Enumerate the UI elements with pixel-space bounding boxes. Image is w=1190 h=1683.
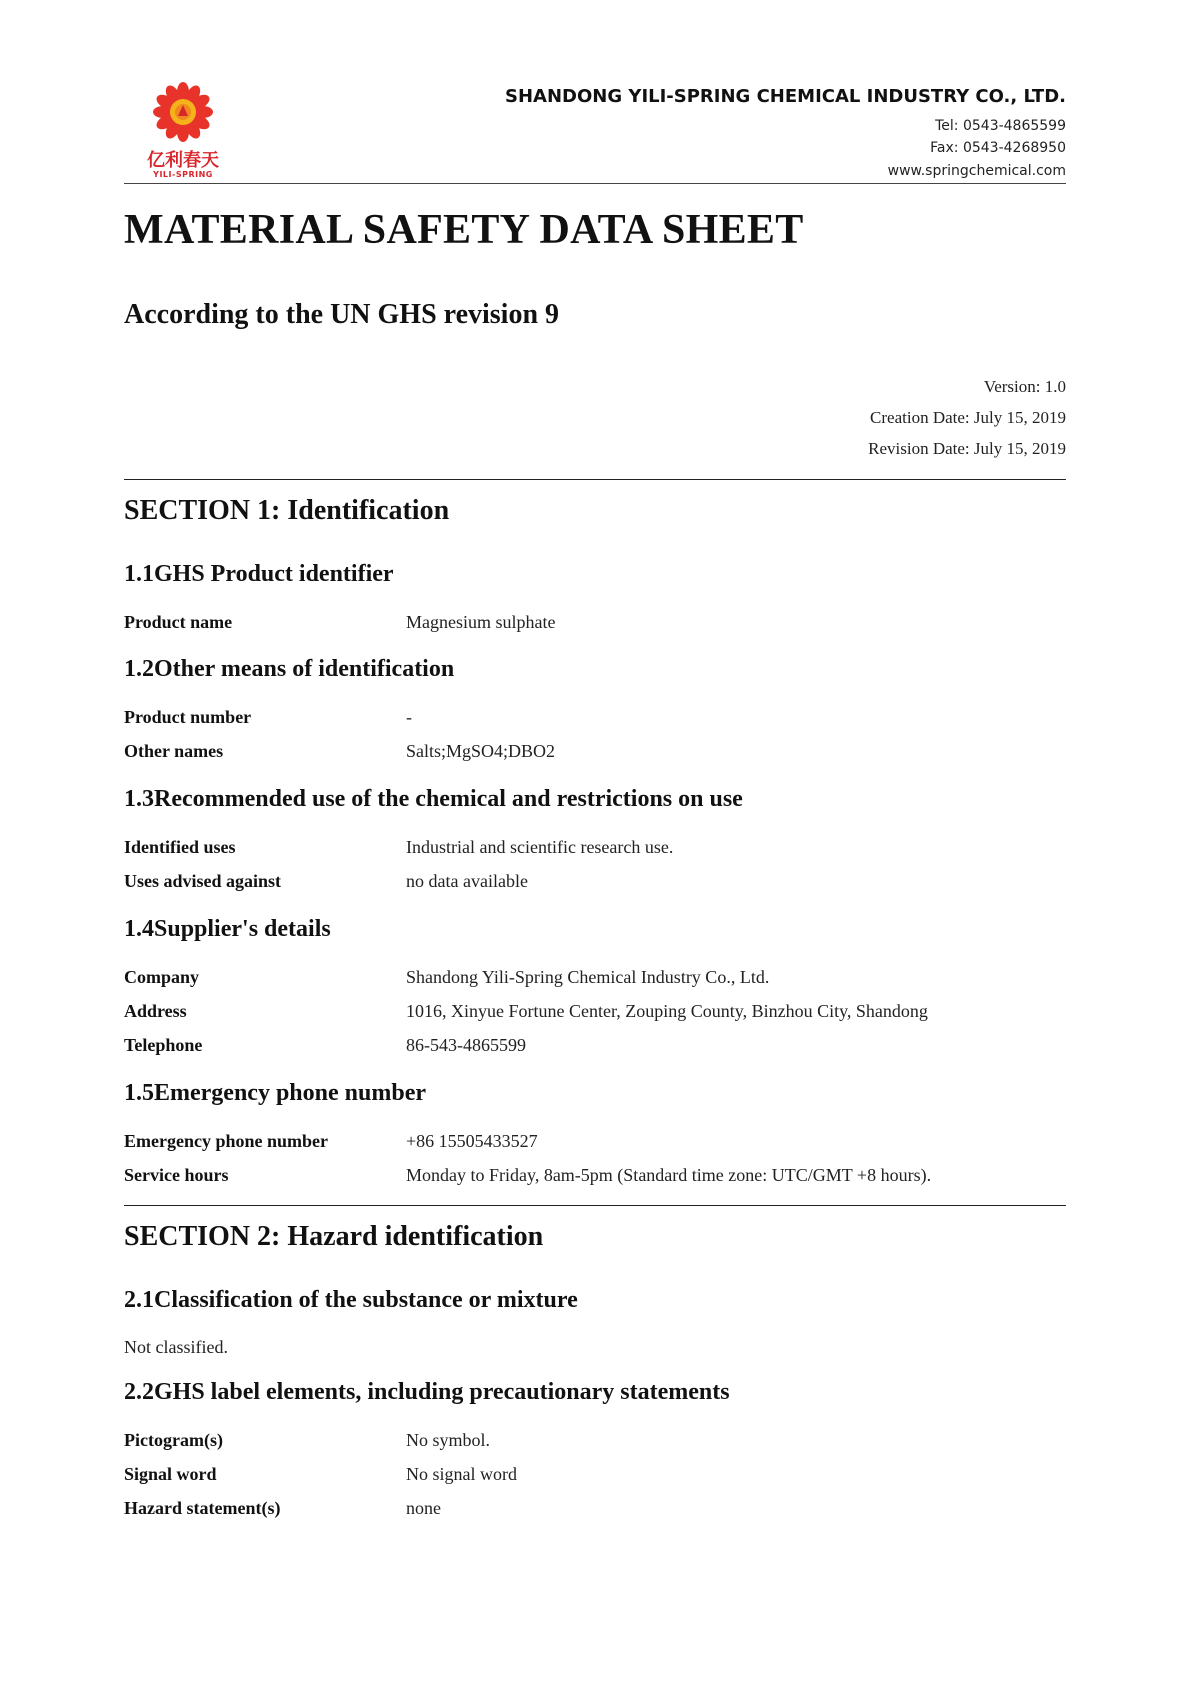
company-fax: Fax: 0543-4268950 bbox=[930, 140, 1066, 156]
section-1-title: SECTION 1: Identification bbox=[124, 495, 450, 526]
field-label: Uses advised against bbox=[124, 871, 282, 891]
field-value: No signal word bbox=[406, 1464, 517, 1484]
field-value: Monday to Friday, 8am-5pm (Standard time zone: UTC/GMT +8 hours). bbox=[406, 1165, 932, 1185]
company-tel: Tel: 0543-4865599 bbox=[935, 118, 1066, 134]
field-label: Emergency phone number bbox=[124, 1131, 328, 1151]
field-value: Magnesium sulphate bbox=[406, 612, 556, 632]
logo-english-text: YILI-SPRING bbox=[153, 170, 213, 179]
subsection-1-1-title: 1.1GHS Product identifier bbox=[124, 561, 394, 587]
field-label: Identified uses bbox=[124, 837, 236, 857]
field-label: Pictogram(s) bbox=[124, 1430, 223, 1450]
subsection-1-4-title: 1.4Supplier's details bbox=[124, 916, 331, 942]
field-label: Other names bbox=[124, 741, 224, 761]
field-label: Service hours bbox=[124, 1165, 229, 1185]
msds-page bbox=[124, 0, 1066, 1683]
field-value: No symbol. bbox=[406, 1430, 491, 1450]
field-label: Product number bbox=[124, 707, 252, 727]
field-value: Industrial and scientific research use. bbox=[406, 837, 674, 857]
field-value: Shandong Yili-Spring Chemical Industry Co., Ltd. bbox=[406, 967, 770, 987]
field-label: Company bbox=[124, 967, 200, 987]
subsection-1-2-title: 1.2Other means of identification bbox=[124, 656, 455, 682]
field-value: - bbox=[406, 707, 412, 727]
document-subtitle: According to the UN GHS revision 9 bbox=[124, 299, 560, 330]
subsection-1-3-title: 1.3Recommended use of the chemical and restrictions on use bbox=[124, 786, 743, 812]
company-website: www.springchemical.com bbox=[887, 163, 1066, 179]
field-value: none bbox=[406, 1498, 441, 1518]
field-value: 86-543-4865599 bbox=[406, 1035, 526, 1055]
subsection-2-2-title: 2.2GHS label elements, including precautionary statements bbox=[124, 1379, 730, 1405]
section-2-title: SECTION 2: Hazard identification bbox=[124, 1221, 544, 1252]
revision-date: Revision Date: July 15, 2019 bbox=[868, 439, 1066, 458]
subsection-2-1-title: 2.1Classification of the substance or mixture bbox=[124, 1287, 578, 1313]
field-value: +86 15505433527 bbox=[406, 1131, 538, 1151]
section-divider bbox=[124, 1205, 1066, 1206]
company-logo bbox=[138, 80, 228, 184]
creation-date: Creation Date: July 15, 2019 bbox=[870, 408, 1066, 427]
field-label: Product name bbox=[124, 612, 233, 632]
field-label: Signal word bbox=[124, 1464, 217, 1484]
classification-text: Not classified. bbox=[124, 1337, 228, 1357]
version: Version: 1.0 bbox=[983, 377, 1066, 396]
header-divider bbox=[124, 183, 1066, 184]
logo-chinese-text: 亿利春天 bbox=[147, 150, 219, 171]
section-divider bbox=[124, 479, 1066, 480]
field-label: Address bbox=[124, 1001, 187, 1021]
field-value: Salts;MgSO4;DBO2 bbox=[406, 741, 556, 761]
subsection-1-5-title: 1.5Emergency phone number bbox=[124, 1080, 426, 1106]
field-label: Telephone bbox=[124, 1035, 203, 1055]
company-name: SHANDONG YILI-SPRING CHEMICAL INDUSTRY CO., LTD. bbox=[505, 86, 1066, 107]
field-value: 1016, Xinyue Fortune Center, Zouping County, Binzhou City, Shandong bbox=[406, 1001, 928, 1021]
field-value: no data available bbox=[406, 871, 528, 891]
flower-logo-icon bbox=[138, 80, 228, 144]
document-title: MATERIAL SAFETY DATA SHEET bbox=[124, 207, 804, 253]
field-label: Hazard statement(s) bbox=[124, 1498, 281, 1518]
